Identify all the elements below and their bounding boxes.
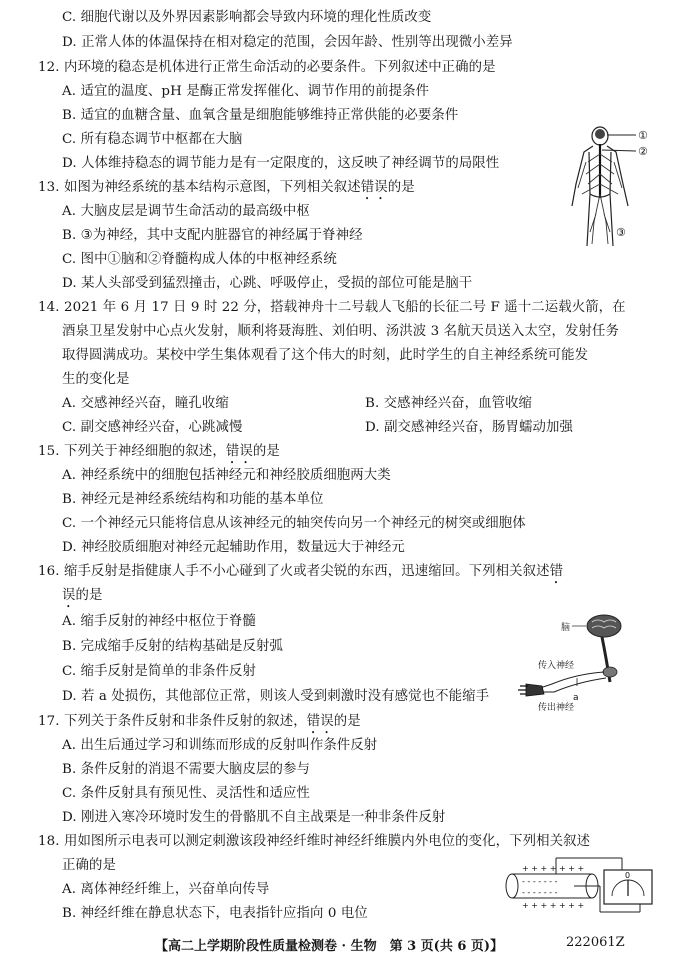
q12-stem: 12. 内环境的稳态是机体进行正常生命活动的必要条件。下列叙述中正确的是 [38, 60, 496, 75]
q14-stem-line-3: 取得圆满成功。某校中学生集体观看了这个伟大的时刻，此时学生的自主神经系统可能发 [62, 348, 589, 363]
q16-option-a: A. 缩手反射的神经中枢位于脊髓 [62, 614, 256, 629]
q14-stem-line-4: 生的变化是 [62, 372, 130, 387]
q16-stem-pre: 16. 缩手反射是指健康人手不小心碰到了火或者尖锐的东西，迅速缩回。下列相关叙述 [38, 564, 550, 579]
fig-label-efferent: 传出神经 [538, 703, 575, 712]
q15-option-d: D. 神经胶质细胞对神经元起辅助作用，数量远大于神经元 [62, 540, 405, 555]
fig-label-3: ③ [616, 226, 626, 239]
q13-stem-emphasis: 错误 [360, 180, 388, 195]
q17-stem [38, 713, 361, 737]
q18-option-a: A. 离体神经纤维上，兴奋单向传导 [62, 882, 270, 897]
q12-option-b: B. 适宜的血糖含量、血氧含量是细胞能够维持正常供能的必要条件 [62, 108, 459, 123]
q13-stem-pre: 13. 如图为神经系统的基本结构示意图，下列相关叙述 [38, 180, 361, 195]
q14-option-d: D. 副交感神经兴奋，肠胃蠕动加强 [365, 420, 573, 435]
q11-option-c: C. 细胞代谢以及外界因素影响都会导致内环境的理化性质改变 [62, 10, 432, 25]
q13-option-c: C. 图中①脑和②脊髓构成人体的中枢神经系统 [62, 252, 337, 267]
reflex-arc-figure [506, 612, 642, 712]
q18-stem-line-2: 正确的是 [62, 858, 116, 873]
fig-label-a: a [573, 693, 579, 703]
q13-option-a: A. 大脑皮层是调节生命活动的最高级中枢 [62, 204, 310, 219]
fig-label-2: ② [638, 145, 648, 158]
q14-option-a: A. 交感神经兴奋，瞳孔收缩 [62, 396, 229, 411]
q17-option-b: B. 条件反射的消退不需要大脑皮层的参与 [62, 762, 310, 777]
q17-stem-pre: 17. 下列关于条件反射和非条件反射的叙述， [38, 714, 307, 729]
q18-stem-line-1: 18. 用如图所示电表可以测定刺激该段神经纤维时神经纤维膜内外电位的变化，下列相关叙述 [38, 834, 591, 849]
svg-text:+ + + + + + +: + + + + + + + [522, 901, 585, 910]
q17-option-a: A. 出生后通过学习和训练而形成的反射叫作条件反射 [62, 738, 378, 753]
q15-stem [38, 443, 280, 467]
meter-zero-label: 0 [625, 871, 631, 880]
fig-label-brain: 脑 [561, 623, 571, 633]
q13-stem-post: 的是 [387, 180, 415, 195]
nervous-system-figure [560, 122, 660, 250]
fig-label-afferent: 传入神经 [538, 661, 575, 671]
q15-stem-pre: 15. 下列关于神经细胞的叙述， [38, 444, 226, 459]
q12-option-d: D. 人体维持稳态的调节能力是有一定限度的，这反映了神经调节的局限性 [62, 156, 500, 171]
q17-stem-emphasis: 错误 [306, 714, 334, 729]
q17-option-c: C. 条件反射具有预见性、灵活性和适应性 [62, 786, 310, 801]
q16-stem-emphasis-1: 错 [549, 564, 564, 579]
q13-option-d: D. 某人头部受到猛烈撞击，心跳、呼吸停止，受损的部位可能是脑干 [62, 276, 473, 291]
svg-text:- - - - - - -: - - - - - - - [522, 888, 558, 897]
q15-option-b: B. 神经元是神经系统结构和功能的基本单位 [62, 492, 324, 507]
q17-option-d: D. 刚进入寒冷环境时发生的骨骼肌不自主战栗是一种非条件反射 [62, 810, 446, 825]
q18-option-b: B. 神经纤维在静息状态下，电表指针应指向 0 电位 [62, 906, 368, 921]
q15-stem-emphasis: 错误 [225, 444, 253, 459]
q15-option-a: A. 神经系统中的细胞包括神经元和神经胶质细胞两大类 [62, 468, 391, 483]
q12-option-c: C. 所有稳态调节中枢都在大脑 [62, 132, 243, 147]
footer-title: 【高二上学期阶段性质量检测卷 · 生物 第 3 页(共 6 页)】 [155, 939, 504, 954]
svg-text:+ + + + + + +: + + + + + + + [522, 864, 585, 873]
q14-option-c: C. 副交感神经兴奋，心跳减慢 [62, 420, 243, 435]
q13-stem [38, 179, 415, 203]
q16-option-c: C. 缩手反射是简单的非条件反射 [62, 664, 256, 679]
q16-stem-post: 的是 [75, 588, 103, 603]
q11-option-d: D. 正常人体的体温保持在相对稳定的范围，会因年龄、性别等出现微小差异 [62, 35, 513, 50]
q12-option-a: A. 适宜的温度、pH 是酶正常发挥催化、调节作用的前提条件 [62, 84, 430, 99]
footer-code: 222061Z [566, 935, 625, 950]
q15-option-c: C. 一个神经元只能将信息从该神经元的轴突传向另一个神经元的树突或细胞体 [62, 516, 526, 531]
q15-stem-post: 的是 [252, 444, 280, 459]
q14-stem-line-1: 14. 2021 年 6 月 17 日 9 时 22 分，搭载神舟十二号载人飞船的长征二号 F 遥十二运载火箭，在 [38, 300, 626, 315]
q16-stem-line-2 [62, 587, 102, 611]
q14-stem-line-2: 酒泉卫星发射中心点火发射，顺利将聂海胜、刘伯明、汤洪波 3 名航天员送入太空，发射任务 [62, 324, 619, 339]
svg-text:- - - - - - -: - - - - - - - [522, 877, 558, 886]
page-footer [0, 935, 677, 955]
q13-option-b: B. ③为神经，其中支配内脏器官的神经属于脊神经 [62, 228, 363, 243]
nerve-meter-figure [500, 852, 660, 920]
q16-stem-line-1 [38, 563, 563, 587]
q14-option-b: B. 交感神经兴奋，血管收缩 [365, 396, 533, 411]
q17-stem-post: 的是 [333, 714, 361, 729]
q16-stem-emphasis-2: 误 [62, 588, 76, 603]
q16-option-d: D. 若 a 处损伤，其他部位正常，则该人受到刺激时没有感觉也不能缩手 [62, 689, 490, 704]
fig-label-1: ① [638, 129, 648, 142]
q16-option-b: B. 完成缩手反射的结构基础是反射弧 [62, 639, 284, 654]
